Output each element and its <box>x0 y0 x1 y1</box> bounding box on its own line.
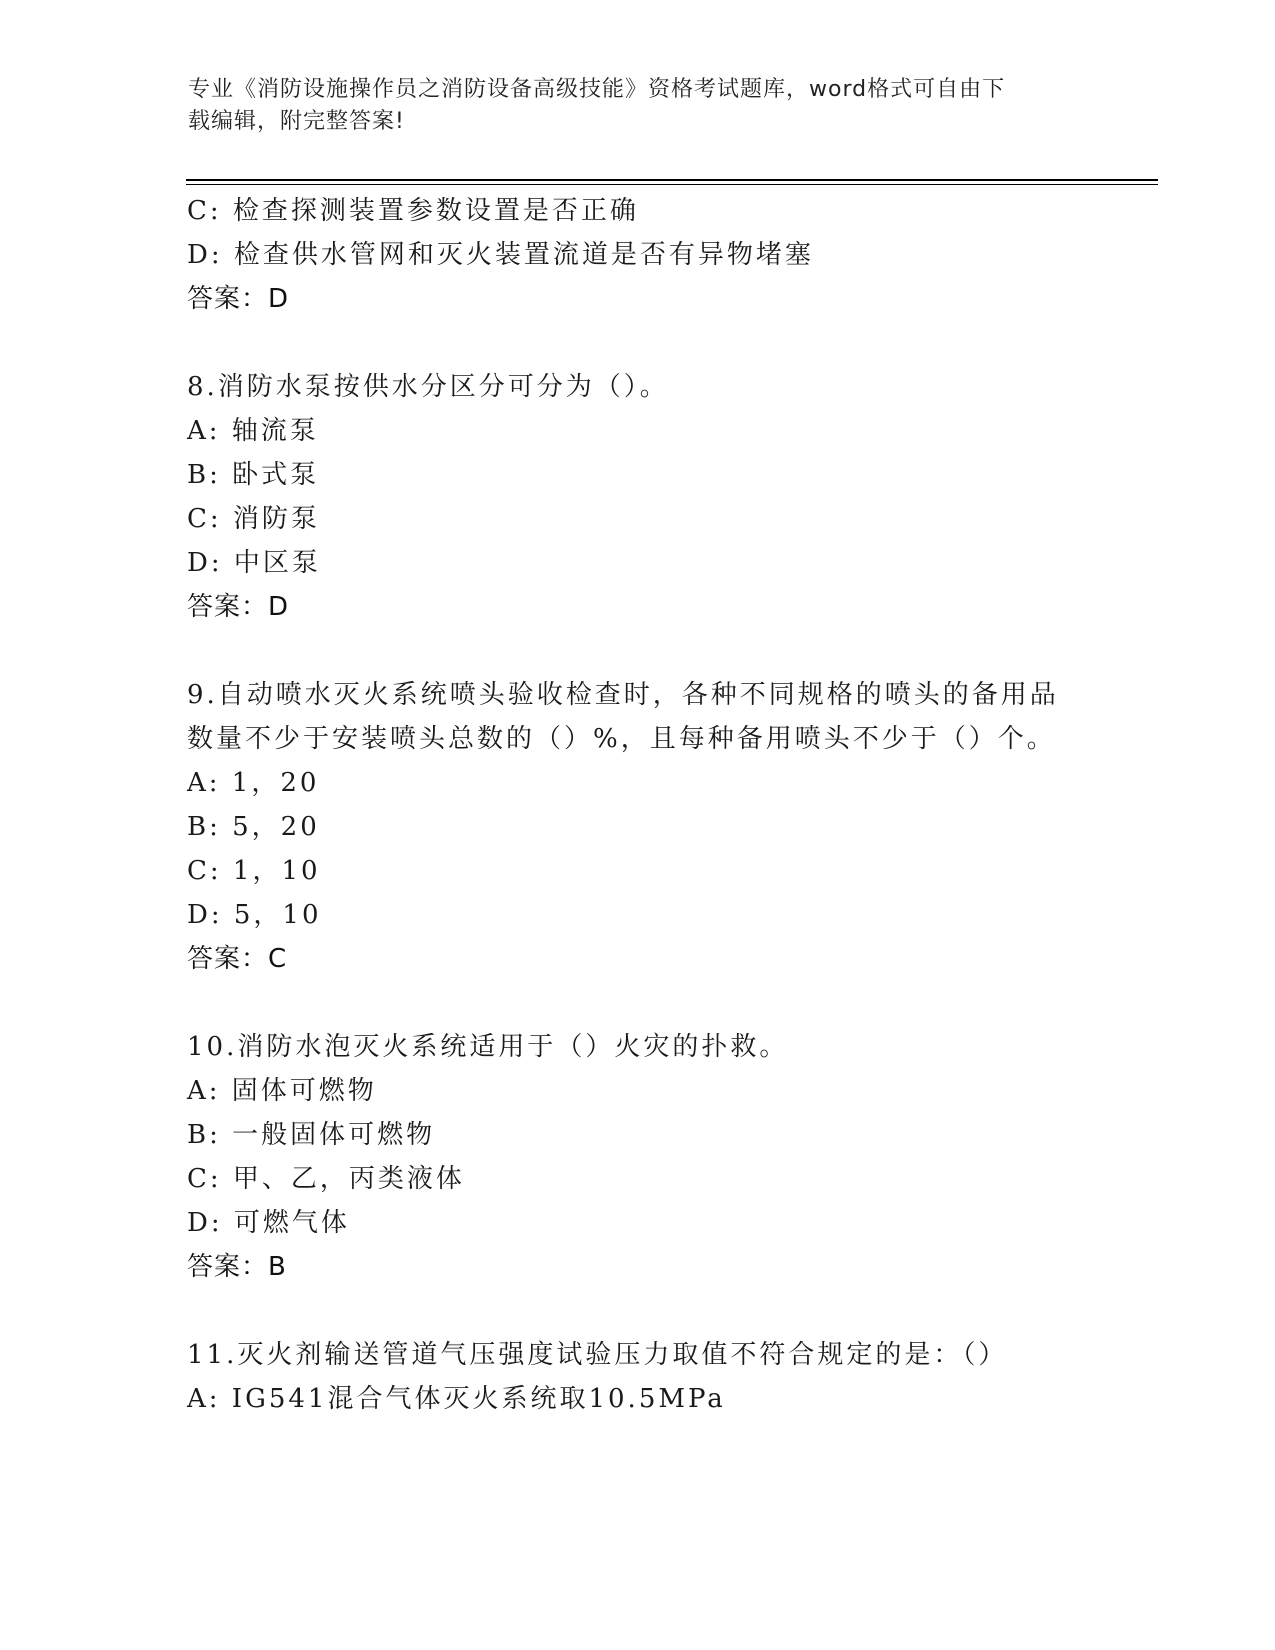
q9-option-d: D: 5，10 <box>187 900 322 930</box>
header-line-2: 载编辑，附完整答案! <box>188 109 405 134</box>
q8-option-d: D: 中区泵 <box>187 548 321 578</box>
q7-option-c: C: 检查探测装置参数设置是否正确 <box>187 196 639 226</box>
q7-answer: 答案：D <box>187 284 290 314</box>
q8-option-a: A: 轴流泵 <box>187 416 319 446</box>
q10-option-b: B: 一般固体可燃物 <box>187 1120 436 1150</box>
q8-option-b: B: 卧式泵 <box>187 460 320 490</box>
q8-option-c: C: 消防泵 <box>187 504 320 534</box>
header-divider-thick <box>186 179 1158 181</box>
q10-stem: 10.消防水泡灭火系统适用于（）火灾的扑救。 <box>187 1032 789 1062</box>
q8-answer: 答案：D <box>187 592 290 622</box>
q9-option-b: B: 5，20 <box>187 812 320 842</box>
q11-stem: 11.灭火剂输送管道气压强度试验压力取值不符合规定的是：（） <box>187 1340 1008 1370</box>
q7-option-d: D: 检查供水管网和灭火装置流道是否有异物堵塞 <box>187 240 814 270</box>
q9-option-c: C: 1，10 <box>187 856 321 886</box>
header-divider-thin <box>186 184 1158 185</box>
q9-option-a: A: 1，20 <box>187 768 320 798</box>
q8-stem: 8.消防水泵按供水分区分可分为（）。 <box>187 372 669 402</box>
header-line-1: 专业《消防设施操作员之消防设备高级技能》资格考试题库，word格式可自由下 <box>188 77 1006 102</box>
q11-option-a: A: IG541混合气体灭火系统取10.5MPa <box>187 1384 726 1414</box>
q10-option-d: D: 可燃气体 <box>187 1208 350 1238</box>
q10-answer: 答案：B <box>187 1252 287 1282</box>
q9-answer: 答案：C <box>187 944 288 974</box>
q9-stem-line-1: 9.自动喷水灭火系统喷头验收检查时，各种不同规格的喷头的备用品 <box>187 680 1059 710</box>
document-header <box>188 74 1088 138</box>
q10-option-a: A: 固体可燃物 <box>187 1076 377 1106</box>
q9-stem-line-2: 数量不少于安装喷头总数的（）%，且每种备用喷头不少于（）个。 <box>187 724 1056 754</box>
q10-option-c: C: 甲、乙，丙类液体 <box>187 1164 465 1194</box>
